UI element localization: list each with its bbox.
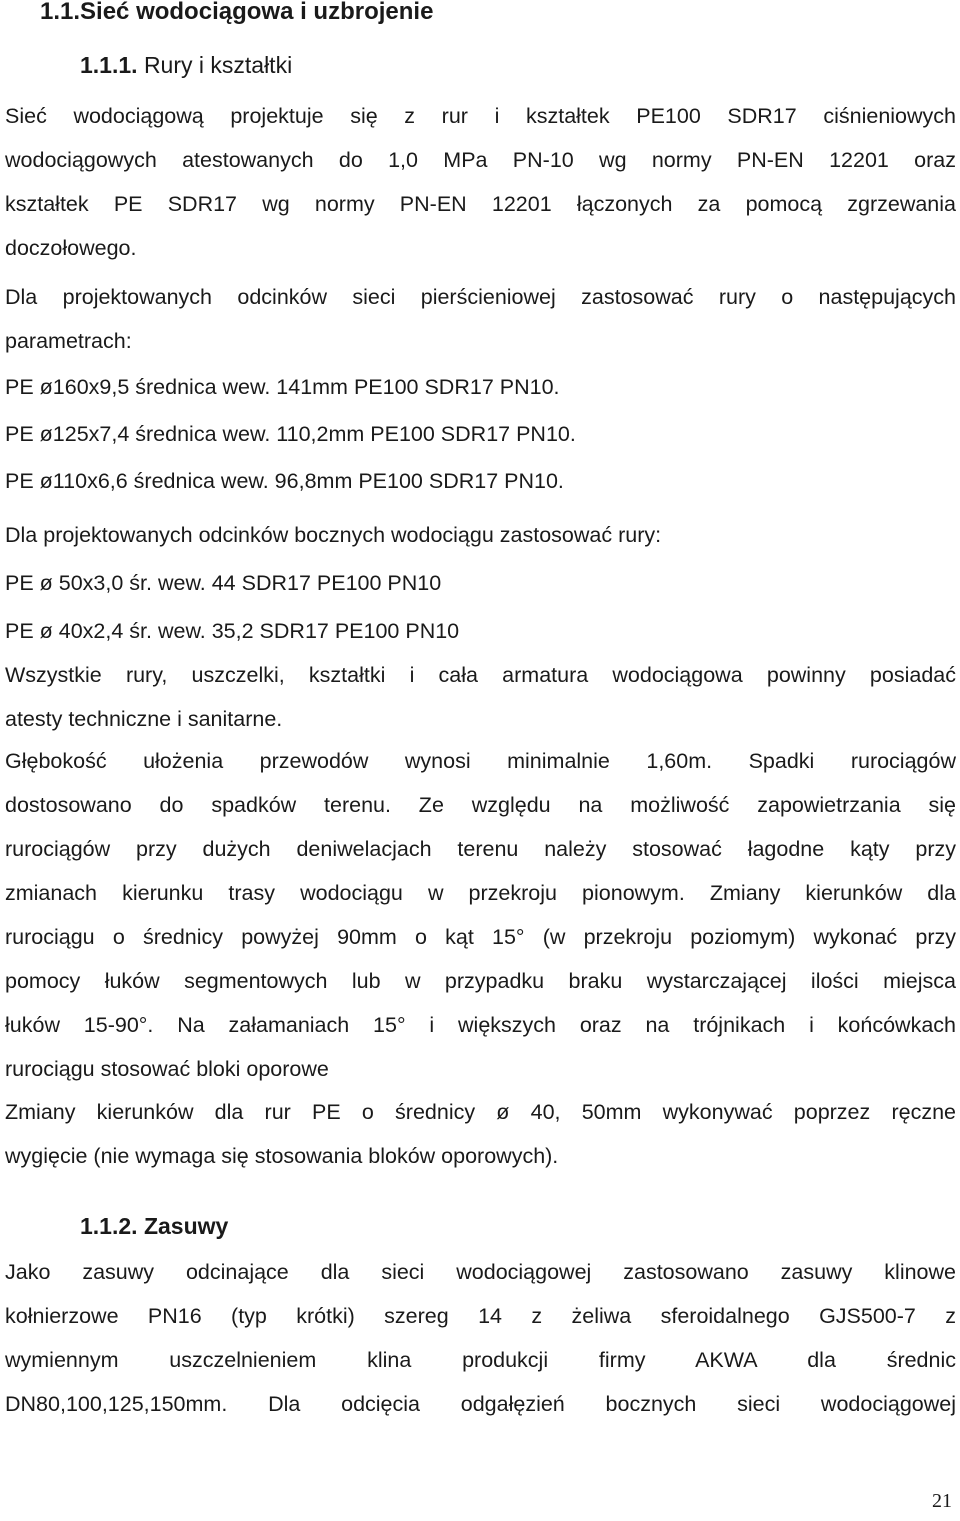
text-line: Sieć wodociągową projektuje się z rur i kształtek PE100 SDR17 ciśnieniowych xyxy=(5,104,956,128)
text-line: Dla projektowanych odcinków sieci pierścieniowej zastosować rury o następujących xyxy=(5,285,956,309)
text-line: Głębokość ułożenia przewodów wynosi minimalnie 1,60m. Spadki rurociągów xyxy=(5,749,956,773)
paragraph-pe-bending xyxy=(5,1090,956,1178)
paragraph-pipe-design xyxy=(5,94,956,270)
text-line: rurociągów przy dużych deniwelacjach terenu należy stosować łagodne kąty przy xyxy=(5,837,956,861)
paragraph-depth-slopes xyxy=(5,739,956,1091)
page-number: 21 xyxy=(932,1490,952,1512)
list-item: PE ø 50x3,0 śr. wew. 44 SDR17 PE100 PN10 xyxy=(5,571,442,595)
text-line: wygięcie (nie wymaga się stosowania bloków oporowych). xyxy=(5,1144,559,1168)
list-item: PE ø 40x2,4 śr. wew. 35,2 SDR17 PE100 PN10 xyxy=(5,619,460,643)
text-line: wodociągowych atestowanych do 1,0 MPa PN-10 wg normy PN-EN 12201 oraz xyxy=(5,148,956,172)
text-line: Dla projektowanych odcinków bocznych wodociągu zastosować rury: xyxy=(5,523,662,547)
text-line: łuków 15-90°. Na załamaniach 15° i większych oraz na trójnikach i końcówkach xyxy=(5,1013,956,1037)
text-line: rurociągu o średnicy powyżej 90mm o kąt 15° (w przekroju poziomym) wykonać przy xyxy=(5,925,956,949)
text-line: DN80,100,125,150mm. Dla odcięcia odgałęzień bocznych sieci wodociągowej xyxy=(5,1392,956,1416)
paragraph-ring-pipes-intro xyxy=(5,275,956,363)
subsection-title: Rury i kształtki xyxy=(143,52,293,78)
text-line: zmianach kierunku trasy wodociągu w przekroju pionowym. Zmiany kierunków dla xyxy=(5,881,956,905)
text-line: kształtek PE SDR17 wg normy PN-EN 12201 łączonych za pomocą zgrzewania xyxy=(5,192,956,216)
text-line: rurociągu stosować bloki oporowe xyxy=(5,1057,329,1081)
text-line: Wszystkie rury, uszczelki, kształtki i cała armatura wodociągowa powinny posiadać xyxy=(5,663,956,687)
text-line: pomocy łuków segmentowych lub w przypadku braku wystarczającej ilości miejsca xyxy=(5,969,956,993)
text-line: doczołowego. xyxy=(5,236,137,260)
section-title: Sieć wodociągowa i uzbrojenie xyxy=(80,0,434,25)
text-line: atesty techniczne i sanitarne. xyxy=(5,707,283,731)
text-line: parametrach: xyxy=(5,329,132,353)
paragraph-certificates xyxy=(5,653,956,741)
subsection-number: 1.1.2. xyxy=(80,1213,138,1239)
subsection-number: 1.1.1. xyxy=(80,52,138,78)
text-line: Jako zasuwy odcinające dla sieci wodociągowej zastosowano zasuwy klinowe xyxy=(5,1260,956,1284)
text-line: dostosowano do spadków terenu. Ze względu na możliwość zapowietrzania się xyxy=(5,793,956,817)
list-item: PE ø110x6,6 średnica wew. 96,8mm PE100 SDR17 PN10. xyxy=(5,469,564,493)
paragraph-valves xyxy=(5,1250,956,1426)
subsection-heading-pipes xyxy=(80,50,292,80)
list-ring-pipes xyxy=(5,364,956,505)
section-number: 1.1. xyxy=(40,0,81,25)
section-heading xyxy=(40,0,433,27)
list-item: PE ø125x7,4 średnica wew. 110,2mm PE100 SDR17 PN10. xyxy=(5,422,576,446)
subsection-title: Zasuwy xyxy=(143,1213,229,1239)
paragraph-side-pipes-intro xyxy=(5,513,956,557)
list-side-pipes xyxy=(5,559,956,655)
list-item: PE ø160x9,5 średnica wew. 141mm PE100 SDR17 PN10. xyxy=(5,375,560,399)
subsection-heading-valves xyxy=(80,1211,228,1241)
text-line: wymiennym uszczelnieniem klina produkcji firmy AKWA dla średnic xyxy=(5,1348,956,1372)
text-line: kołnierzowe PN16 (typ krótki) szereg 14 z żeliwa sferoidalnego GJS500-7 z xyxy=(5,1304,956,1328)
text-line: Zmiany kierunków dla rur PE o średnicy ø 40, 50mm wykonywać poprzez ręczne xyxy=(5,1100,956,1124)
